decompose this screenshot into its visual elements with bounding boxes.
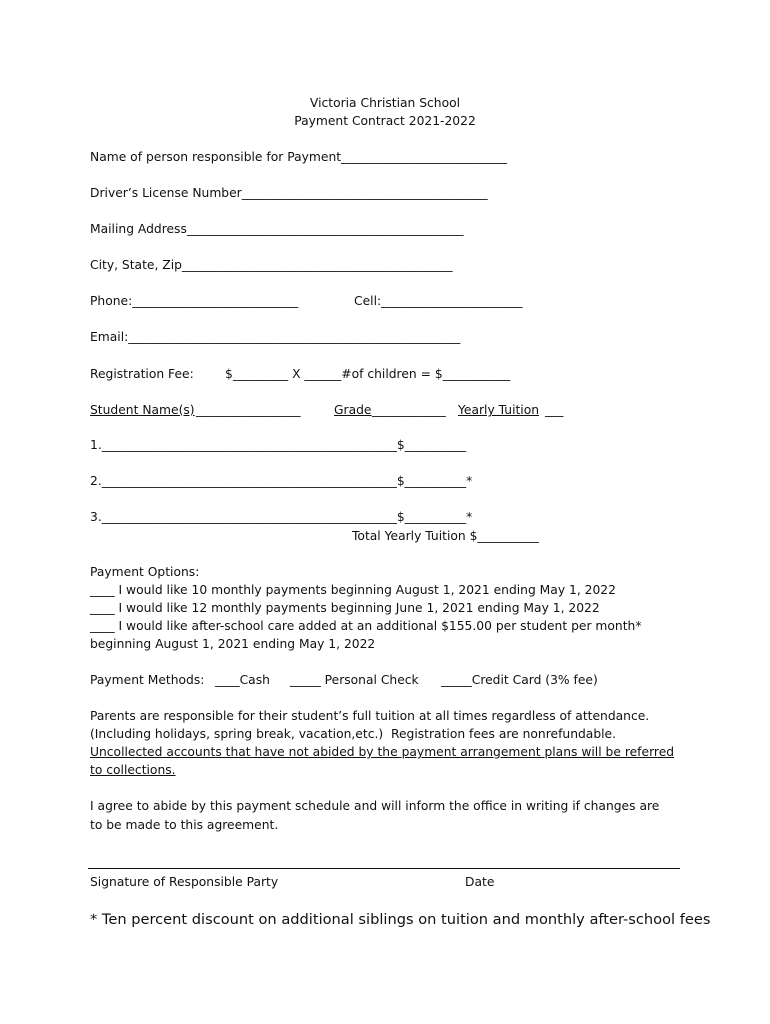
sibling-discount-footnote: * Ten percent discount on additional siblings on tuition and monthly after-school fees — [90, 911, 711, 928]
policy-line-1: Parents are responsible for their student’s full tuition at all times regardless of attendance. — [90, 709, 650, 723]
policy-line-4: to collections. — [90, 763, 176, 777]
signature-line — [88, 868, 680, 869]
payment-option-after-school: ____ I would like after-school care added at an additional $155.00 per student per month* — [90, 619, 642, 633]
payment-method-credit-card: _____Credit Card (3% fee) — [441, 673, 598, 687]
student-row-2: 2.________________________________________________$__________* — [90, 474, 473, 488]
registration-fee-formula: $_________ X ______#of children = $___________ — [225, 367, 511, 381]
payment-option-after-school-continued: beginning August 1, 2021 ending May 1, 2022 — [90, 637, 376, 651]
grade-column-rule: ____________ — [372, 403, 446, 417]
contract-title: Payment Contract 2021-2022 — [294, 114, 476, 128]
yearly-tuition-column-rule: ___ — [545, 403, 564, 417]
agreement-line-2: to be made to this agreement. — [90, 818, 279, 832]
mailing-address-field: Mailing Address_____________________________________________ — [90, 222, 464, 236]
student-row-3: 3.________________________________________________$__________* — [90, 510, 473, 524]
school-name: Victoria Christian School — [309, 96, 461, 110]
payment-option-10-monthly: ____ I would like 10 monthly payments beginning August 1, 2021 ending May 1, 2022 — [90, 583, 616, 597]
date-label: Date — [465, 875, 495, 889]
signature-label: Signature of Responsible Party — [90, 875, 279, 889]
student-names-column-header: Student Name(s) — [90, 403, 195, 417]
payment-methods-label: Payment Methods: — [90, 673, 205, 687]
policy-line-3: Uncollected accounts that have not abided by the payment arrangement plans will be referred — [90, 745, 675, 759]
policy-line-2: (Including holidays, spring break, vacation,etc.) Registration fees are nonrefundable. — [90, 727, 617, 741]
city-state-zip-field: City, State, Zip____________________________________________ — [90, 258, 453, 272]
email-field: Email:______________________________________________________ — [90, 330, 461, 344]
registration-fee-label: Registration Fee: — [90, 367, 194, 381]
payment-method-cash: ____Cash — [215, 673, 270, 687]
phone-field: Phone:___________________________ — [90, 294, 299, 308]
cell-field: Cell:_______________________ — [354, 294, 523, 308]
payment-option-12-monthly: ____ I would like 12 monthly payments beginning June 1, 2021 ending May 1, 2022 — [90, 601, 600, 615]
drivers-license-field: Driver’s License Number________________________________________ — [90, 186, 488, 200]
payment-method-personal-check: _____ Personal Check — [290, 673, 419, 687]
total-yearly-tuition: Total Yearly Tuition $__________ — [352, 529, 539, 543]
student-row-1: 1.________________________________________________$__________ — [90, 438, 467, 452]
responsible-party-field: Name of person responsible for Payment___________________________ — [90, 150, 508, 164]
agreement-line-1: I agree to abide by this payment schedule and will inform the office in writing if changes are — [90, 799, 660, 813]
grade-column-header: Grade — [334, 403, 372, 417]
payment-options-heading: Payment Options: — [90, 565, 200, 579]
yearly-tuition-column-header: Yearly Tuition — [458, 403, 540, 417]
student-names-column-rule: _________________ — [196, 403, 301, 417]
